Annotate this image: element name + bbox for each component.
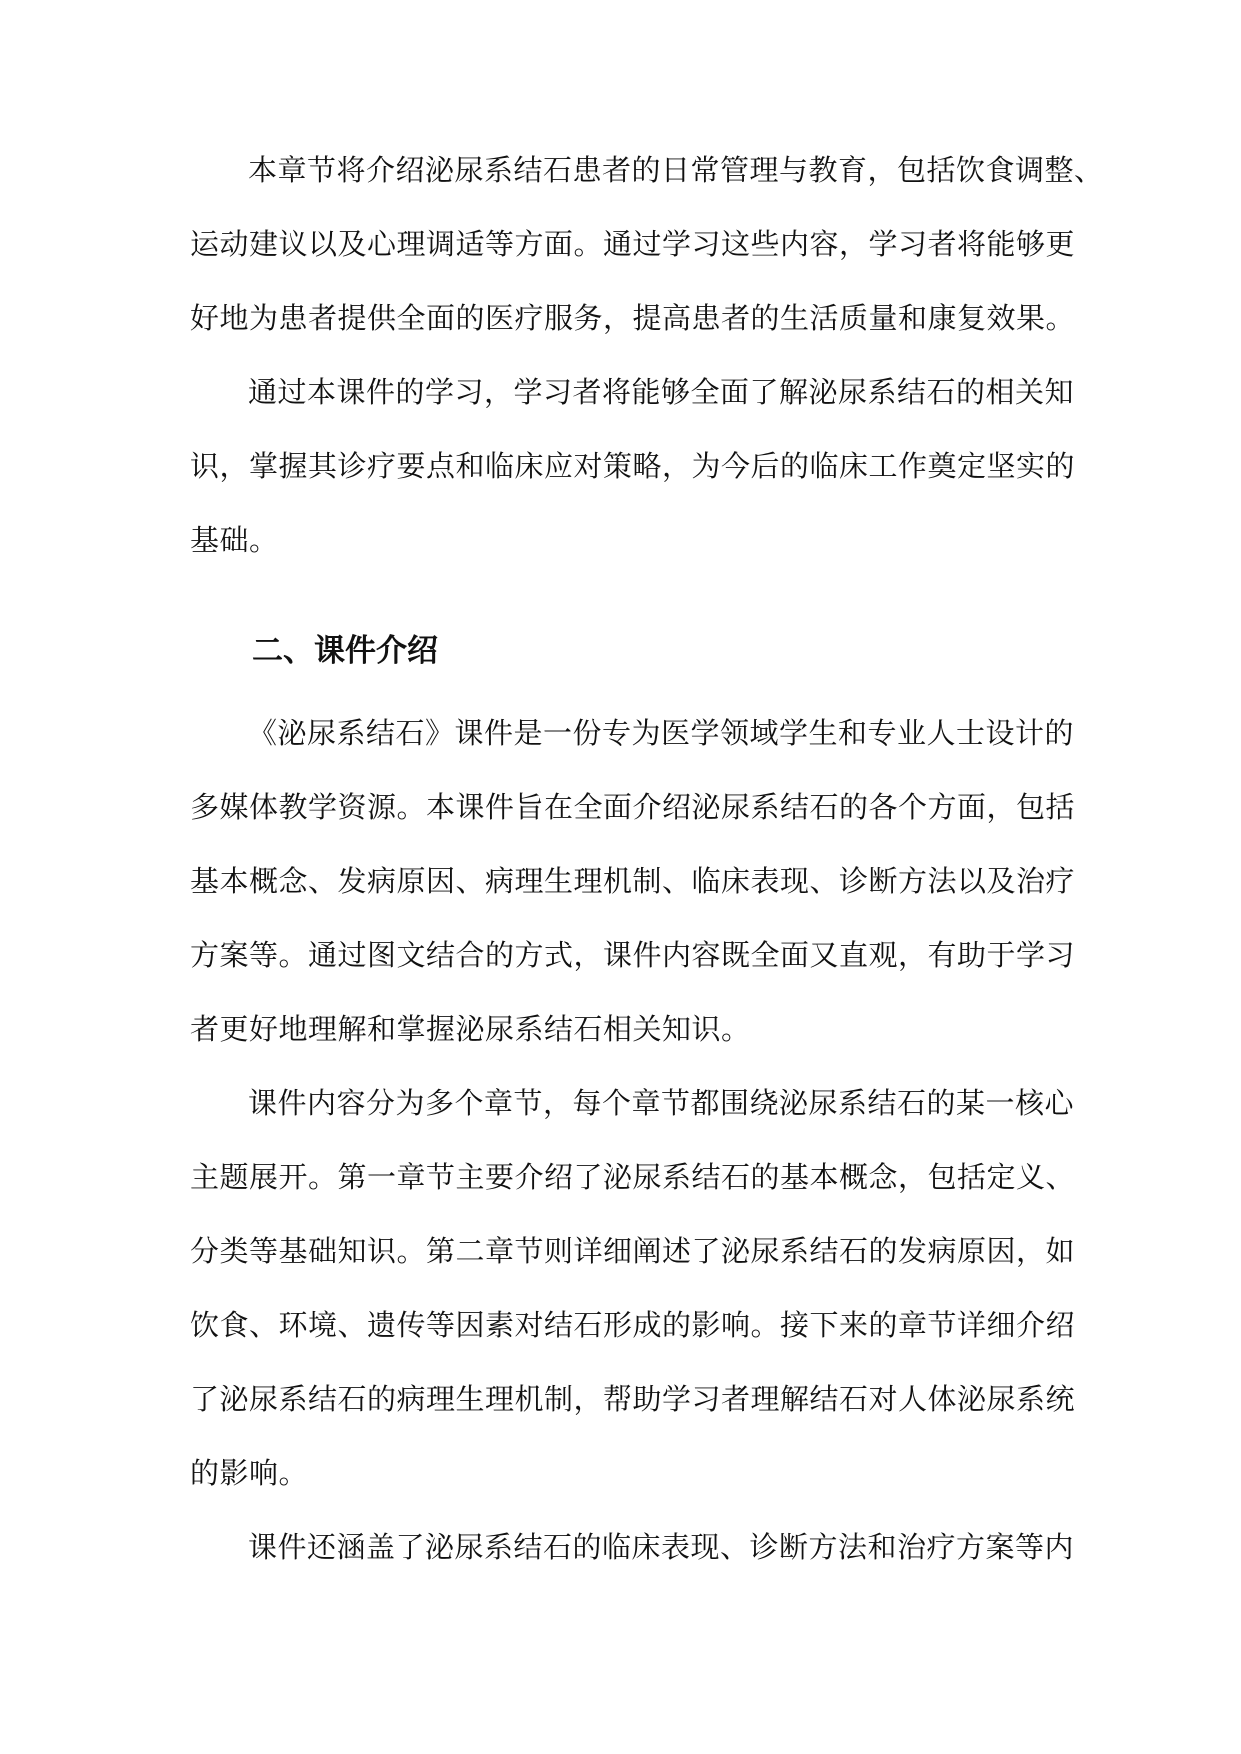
paragraph-line: 多媒体教学资源。本课件旨在全面介绍泌尿系结石的各个方面，包括 [190,790,1076,824]
paragraph-line: 课件内容分为多个章节，每个章节都围绕泌尿系结石的某一核心 [248,1086,1075,1120]
paragraph-line: 识，掌握其诊疗要点和临床应对策略，为今后的临床工作奠定坚实的 [190,449,1076,483]
paragraph-line: 好地为患者提供全面的医疗服务，提高患者的生活质量和康复效果。 [190,301,1076,335]
paragraph-line: 的影响。 [190,1456,309,1490]
paragraph-line: 通过本课件的学习，学习者将能够全面了解泌尿系结石的相关知 [248,375,1075,409]
paragraph-line: 方案等。通过图文结合的方式，课件内容既全面又直观，有助于学习 [190,938,1076,972]
paragraph-line: 者更好地理解和掌握泌尿系结石相关知识。 [190,1012,751,1046]
paragraph-line: 本章节将介绍泌尿系结石患者的日常管理与教育，包括饮食调整、 [248,153,1104,187]
section-heading: 二、课件介绍 [252,633,438,669]
paragraph-line: 分类等基础知识。第二章节则详细阐述了泌尿系结石的发病原因，如 [190,1234,1076,1268]
paragraph-line: 基础。 [190,523,279,557]
paragraph-line: 主题展开。第一章节主要介绍了泌尿系结石的基本概念，包括定义、 [190,1160,1076,1194]
paragraph-line: 运动建议以及心理调适等方面。通过学习这些内容，学习者将能够更 [190,227,1076,261]
paragraph-line: 基本概念、发病原因、病理生理机制、临床表现、诊断方法以及治疗 [190,864,1076,898]
paragraph-line: 了泌尿系结石的病理生理机制，帮助学习者理解结石对人体泌尿系统 [190,1382,1076,1416]
paragraph-line: 饮食、环境、遗传等因素对结石形成的影响。接下来的章节详细介绍 [190,1308,1076,1342]
paragraph-line: 《泌尿系结石》课件是一份专为医学领域学生和专业人士设计的 [248,716,1075,750]
paragraph-line: 课件还涵盖了泌尿系结石的临床表现、诊断方法和治疗方案等内 [248,1530,1075,1564]
